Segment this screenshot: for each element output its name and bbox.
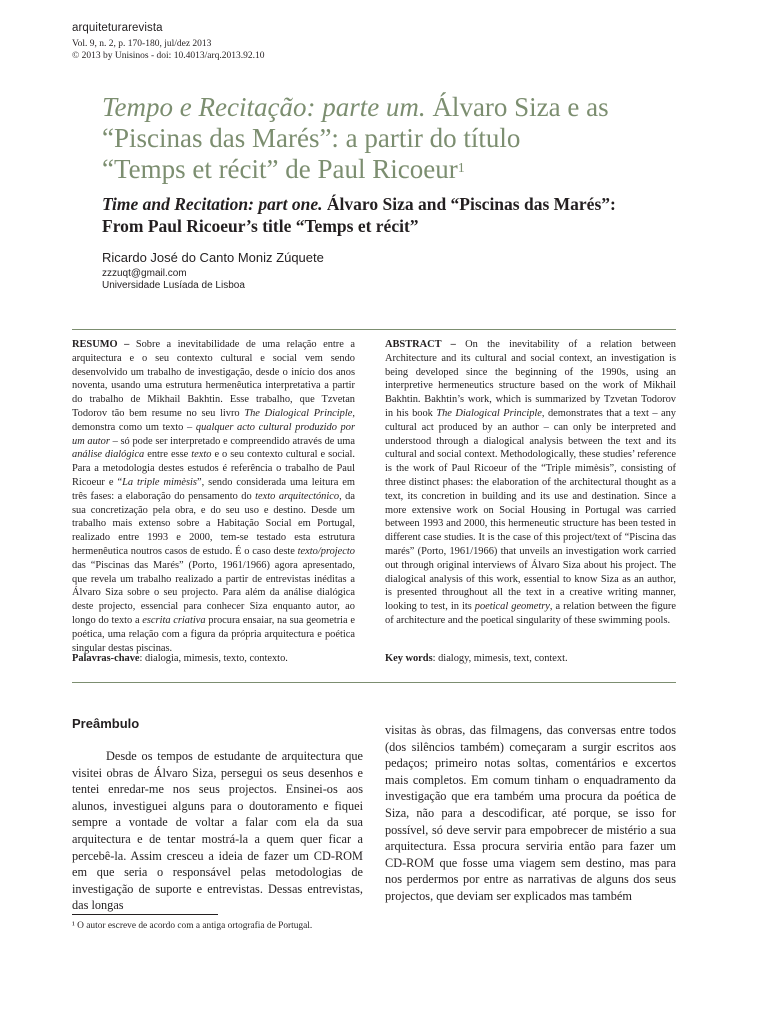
author-affiliation: Universidade Lusíada de Lisboa (102, 280, 245, 291)
title-line3: “Temps et récit” de Paul Ricoeur (102, 154, 458, 184)
title-line2: “Piscinas das Marés”: a partir do título (102, 123, 521, 153)
abstract-en (385, 338, 676, 628)
title-line1-rest: Álvaro Siza e as (425, 92, 609, 122)
resumo-text: e o seu contexto cultural e social. Para a metodologia destes estudos é referência o trabalho de Paul Ricoeur e “ (72, 449, 355, 488)
body-column-right: visitas às obras, das filmagens, das conversas entre todos (dos silêncios também) começaram a surgir escritos aos pedaços; primeiro notas soltas, comentários e excertos mais completos. Em comum tinham o enquadramento da investigação que era também uma procura da poética de Siza, não para a descodificar, até porque, se isso for possível, só deve servir para empobrecer de mistério a sua arquitectura. Essa procura serviria então para fazer um CD-ROM que fosse uma viagem sem destino, mas para nos perdermos por entre as narrativas de alguns dos seus projectos, que deviam ser explicados mas também (385, 723, 676, 903)
resumo-label: RESUMO – (72, 339, 130, 350)
abstract-label: ABSTRACT – (385, 339, 456, 350)
keywords-en-list: : dialogy, mimesis, text, context. (432, 653, 568, 664)
abstract-italic: poetical geometry (474, 601, 550, 613)
resumo-text: , demonstra como um texto – (72, 407, 355, 433)
footnote: ¹ O autor escreve de acordo com a antiga ortografia de Portugal. (72, 921, 313, 931)
resumo-text: entre esse (144, 449, 192, 461)
resumo-pt (72, 338, 355, 655)
keywords-en-label: Key words (385, 653, 433, 664)
volume-info: Vol. 9, n. 2, p. 170-180, jul/dez 2013 (72, 39, 212, 49)
abstract-bottom-rule (72, 682, 676, 683)
body-column-left: Desde os tempos de estudante de arquitectura que visitei obras de Álvaro Siza, persegui os seus desenhos e tentei enredar-me nos seus projectos. Ensinei-os aos alunos, investiguei alguns para o doutoramento e fiquei sempre a vontade de voltar a falar com ela da sua arquitectura e de tentar mostrá-la a quem quer ficar a percebê-la. Assim cresceu a ideia de fazer um CD-ROM em que seria o responsável pelas metodologias de investigação de suporte e entrevistas. Dessas entrevistas, das longas (72, 749, 363, 913)
article-title (102, 92, 702, 185)
resumo-italic: escrita criativa (142, 614, 206, 626)
abstract-text: On the inevitability of a relation between Architecture and its cultural and social context, an investigation is being developed since the beginning of the 1990s, using an interpretive hermeneutics structure based on the work of Mikhail Bakhtin. Bakhtin’s work, which is summarized by Tzvetan Todorov in his book (385, 339, 676, 419)
article-subtitle (102, 193, 702, 237)
subtitle-line2: From Paul Ricoeur’s title “Temps et récit” (102, 216, 419, 236)
resumo-italic: La triple mimèsis (122, 476, 197, 488)
author-name: Ricardo José do Canto Moniz Zúquete (102, 250, 324, 265)
abstract-top-rule (72, 329, 676, 330)
resumo-text: , da sua concretização pela obra, e do seu uso e destino. Desde um trabalho mais extenso sobre a Habitação Social em Portugal, realizado entre 1993 e 2000, tem-se testado esta estrutura hermenêutica noutros casos de estudo. É o caso deste (72, 490, 355, 557)
section-heading-preambulo: Preâmbulo (72, 716, 140, 731)
keywords-pt-list: : dialogia, mimesis, texto, contexto. (139, 653, 288, 664)
resumo-text: procura ensaiar, na sua geometria e poética, uma relação com a figura da própria arquitectura e poética singular destas piscinas. (72, 614, 355, 654)
subtitle-line1-rest: Álvaro Siza and “Piscinas das Marés”: (322, 194, 616, 214)
title-italic-part: Tempo e Recitação: parte um. (102, 92, 426, 122)
subtitle-italic-part: Time and Recitation: part one. (102, 194, 323, 214)
resumo-italic: texto arquitectónico (255, 490, 340, 502)
abstract-text: , a relation between the figure of architecture and the poetical singularity of these swimming pools. (385, 601, 676, 626)
keywords-en (385, 652, 568, 665)
resumo-italic: The Dialogical Principle (244, 407, 353, 419)
resumo-text: das “Piscinas das Marés” (Porto, 1961/1966) agora apresentado, que revela um trabalho realizado a partir de entrevistas inéditas a Álvaro Siza sobre o seu projecto. Para além da análise dialógica deste projecto, essencial para conhecer Siza enquanto autor, ao longo do texto a (72, 559, 355, 626)
resumo-text: ”, sendo considerada uma leitura em três fases: a elaboração do pensamento do (72, 476, 355, 502)
abstract-text: , demonstrates that a text – any cultural act produced by an author – can only be interpreted and understood through a dialogical analysis between the text and its cultural and social context. Methodologically, these studies’ reference is the work of Paul Ricoeur of the “Triple mimèsis”, consisting of three distinct phases: the elaboration of the architectural thought as a text, its concretion in building and its use and destination. Since a more extensive work on Social Housing in Portugal was carried between 1993 and 2000, this hermeneutic structure has been tested in different case studies. It is the case of this project/text of “Piscina das marés” (Porto, 1961/1966) that unveils an investigation work carried out through original interviews of Álvaro Siza about his project. The dialogical analysis of this work, essential to know Siza as an author, is presented throughout all the text in a creative writing manner, looking to test, in its (385, 407, 676, 613)
keywords-pt-label: Palavras-chave (72, 653, 140, 664)
resumo-italic: texto (191, 449, 212, 461)
keywords-pt (72, 652, 288, 665)
resumo-italic: análise dialógica (72, 449, 145, 461)
copyright-doi: © 2013 by Unisinos - doi: 10.4013/arq.2013.92.10 (72, 51, 265, 61)
resumo-italic: qualquer acto cultural produzido por um autor (72, 421, 355, 447)
author-email[interactable]: zzzuqt@gmail.com (102, 268, 187, 279)
resumo-text: – só pode ser interpretado e compreendido através de uma (109, 435, 355, 447)
footnote-rule (72, 914, 218, 915)
resumo-italic: texto/projecto (297, 545, 355, 557)
journal-name: arquiteturarevista (72, 22, 163, 34)
title-footnote-mark: 1 (457, 161, 465, 176)
abstract-italic: The Dialogical Principle (436, 407, 542, 419)
resumo-text: Sobre a inevitabilidade de uma relação entre a arquitectura e o seu contexto cultural e social vem sendo desenvolvido um trabalho de investigação, desde o início dos anos noventa, usando uma estrutura hermenêutica interpretativa a partir do trabalho de Mikhail Bakhtin. Esse trabalho, que Tzvetan Todorov tão bem resume no seu livro (72, 339, 355, 419)
